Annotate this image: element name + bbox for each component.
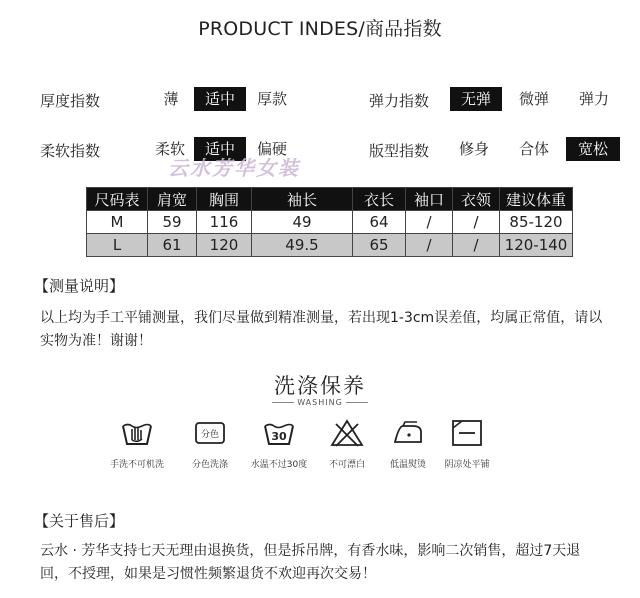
softness-index-label: 柔软指数: [40, 142, 101, 160]
wash-30-icon: [262, 418, 296, 448]
col-collar: 衣领: [453, 188, 500, 211]
low-iron-label: 低温熨烫: [389, 460, 426, 470]
cell: 85-120: [500, 211, 573, 234]
elasticity-option-stretch: 弹力: [578, 90, 609, 108]
col-length: 衣长: [353, 188, 406, 211]
cell: 59: [148, 211, 197, 234]
separate-wash-text: 分色: [200, 430, 220, 440]
cell: 64: [353, 211, 406, 234]
thickness-option-thin: 薄: [163, 90, 179, 108]
no-bleach-icon: [330, 418, 364, 448]
after-sales-line-1: 云水 · 芳华支持七天无理由退换货，但是拆吊牌，有香水味，影响二次销售，超过7天退: [40, 543, 581, 559]
softness-option-hard: 偏硬: [256, 140, 287, 158]
thickness-option-thick: 厚款: [256, 90, 287, 108]
cell: /: [406, 234, 453, 257]
col-chest: 胸围: [197, 188, 252, 211]
washing-subtitle: [0, 398, 640, 407]
separate-wash-icon: [193, 418, 227, 448]
low-iron-icon: [391, 418, 425, 448]
cell: /: [453, 234, 500, 257]
thickness-index-label: 厚度指数: [40, 92, 101, 110]
elasticity-index-label: 弹力指数: [369, 92, 430, 110]
elasticity-option-none: 无弹: [450, 87, 502, 111]
wash-30-label: 水温不过30度: [250, 460, 308, 470]
col-sleeve: 袖长: [252, 188, 353, 211]
after-sales-line-2: 回，不授理，如果是习惯性频繁退货不欢迎再次交易！: [40, 566, 376, 582]
thickness-option-medium: 适中: [194, 87, 246, 111]
after-sales-heading: 【关于售后】: [34, 512, 125, 530]
measure-line-2: 实物为准！谢谢！: [40, 333, 152, 349]
wash-30-text: 30: [271, 430, 287, 443]
measure-line-1: 以上均为手工平铺测量，我们尽量做到精准测量，若出现1-3cm误差值，均属正常值，请以: [40, 310, 603, 326]
elasticity-option-slight: 微弹: [518, 90, 549, 108]
cell: L: [87, 234, 148, 257]
fit-option-regular: 合体: [518, 140, 549, 158]
watermark: 云水芳华女装: [168, 156, 300, 180]
measure-heading: 【测量说明】: [34, 277, 125, 295]
cell: /: [453, 211, 500, 234]
cell: 65: [353, 234, 406, 257]
cell: 120-140: [500, 234, 573, 257]
separate-wash-label: 分色洗涤: [191, 460, 228, 470]
cell: 120: [197, 234, 252, 257]
page-title: PRODUCT INDES/商品指数: [198, 18, 442, 40]
col-cuff: 袖口: [406, 188, 453, 211]
hand-wash-icon: [120, 418, 154, 448]
fit-index-label: 版型指数: [369, 142, 430, 160]
washing-title: 洗涤保养: [274, 374, 366, 398]
shade-dry-flat-icon: [450, 418, 484, 448]
col-weight: 建议体重: [500, 188, 573, 211]
softness-option-medium: 适中: [194, 137, 246, 161]
size-table: [86, 187, 573, 257]
size-table-header: [87, 188, 573, 211]
cell: /: [406, 211, 453, 234]
cell: 49.5: [252, 234, 353, 257]
col-size: 尺码表: [87, 188, 148, 211]
fit-option-loose: 宽松: [566, 137, 620, 161]
no-bleach-label: 不可漂白: [328, 460, 365, 470]
washing-subtitle-text: WASHING: [297, 398, 343, 407]
shade-dry-flat-label: 阴凉处平铺: [444, 460, 490, 470]
cell: 49: [252, 211, 353, 234]
cell: 116: [197, 211, 252, 234]
fit-option-slim: 修身: [458, 140, 489, 158]
col-shoulder: 肩宽: [148, 188, 197, 211]
hand-wash-label: 手洗不可机洗: [109, 460, 164, 470]
cell: M: [87, 211, 148, 234]
cell: 61: [148, 234, 197, 257]
table-row: [87, 211, 573, 234]
table-row: [87, 234, 573, 257]
softness-option-soft: 柔软: [154, 140, 185, 158]
